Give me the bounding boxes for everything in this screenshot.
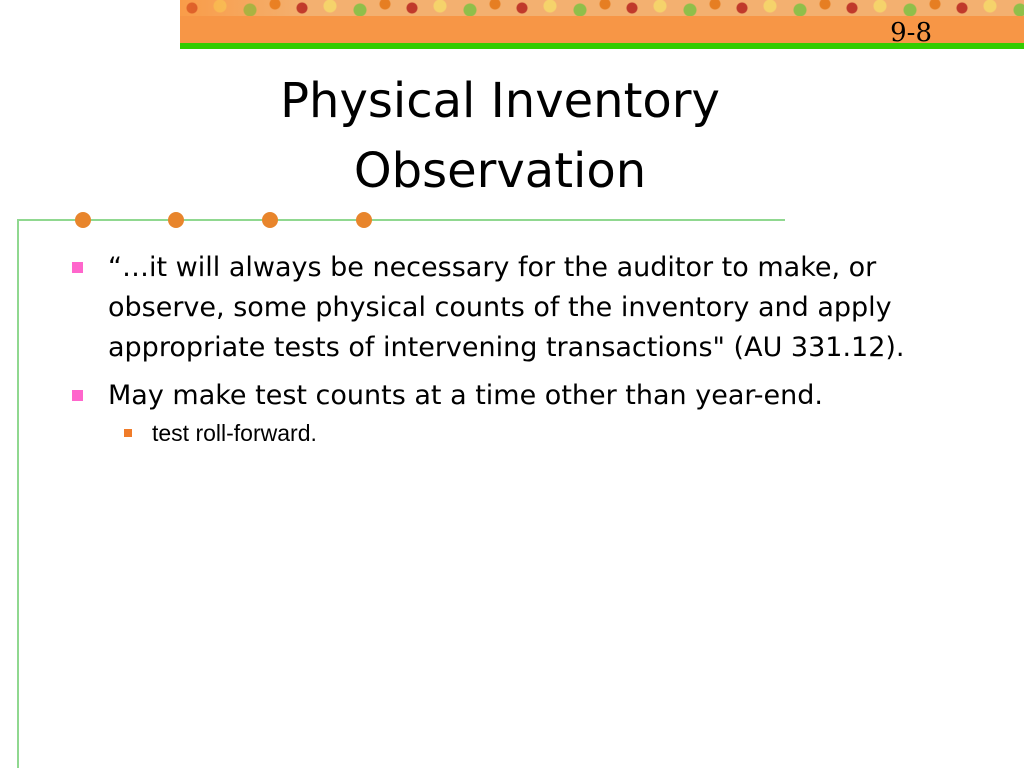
divider-dot: [356, 212, 372, 228]
divider-dot: [75, 212, 91, 228]
header-decorative-banner: [180, 0, 1024, 16]
divider-dot: [262, 212, 278, 228]
slide-title: [180, 66, 820, 206]
left-border-line: [17, 219, 19, 768]
bullet-text: “…it will always be necessary for the auditor to make, or observe, some physical counts of the inventory and apply appropriate tests of intervening transactions" (AU 331.12).: [108, 252, 905, 363]
square-bullet-icon: [72, 262, 83, 273]
divider-dot: [168, 212, 184, 228]
bullet-text: May make test counts at a time other than year-end.: [108, 380, 823, 411]
small-square-bullet-icon: [124, 429, 132, 437]
square-bullet-icon: [72, 390, 83, 401]
slide-title-line2: Observation: [353, 143, 647, 199]
slide-body: [72, 248, 952, 448]
slide-number: 9-8: [890, 18, 932, 48]
sub-bullet-text: test roll-forward.: [152, 420, 317, 446]
sub-bullet-item: [72, 418, 952, 448]
bullet-item: [72, 376, 952, 416]
title-divider: [17, 219, 785, 221]
bullet-item: [72, 248, 952, 368]
slide-title-line1: Physical Inventory: [280, 73, 720, 129]
